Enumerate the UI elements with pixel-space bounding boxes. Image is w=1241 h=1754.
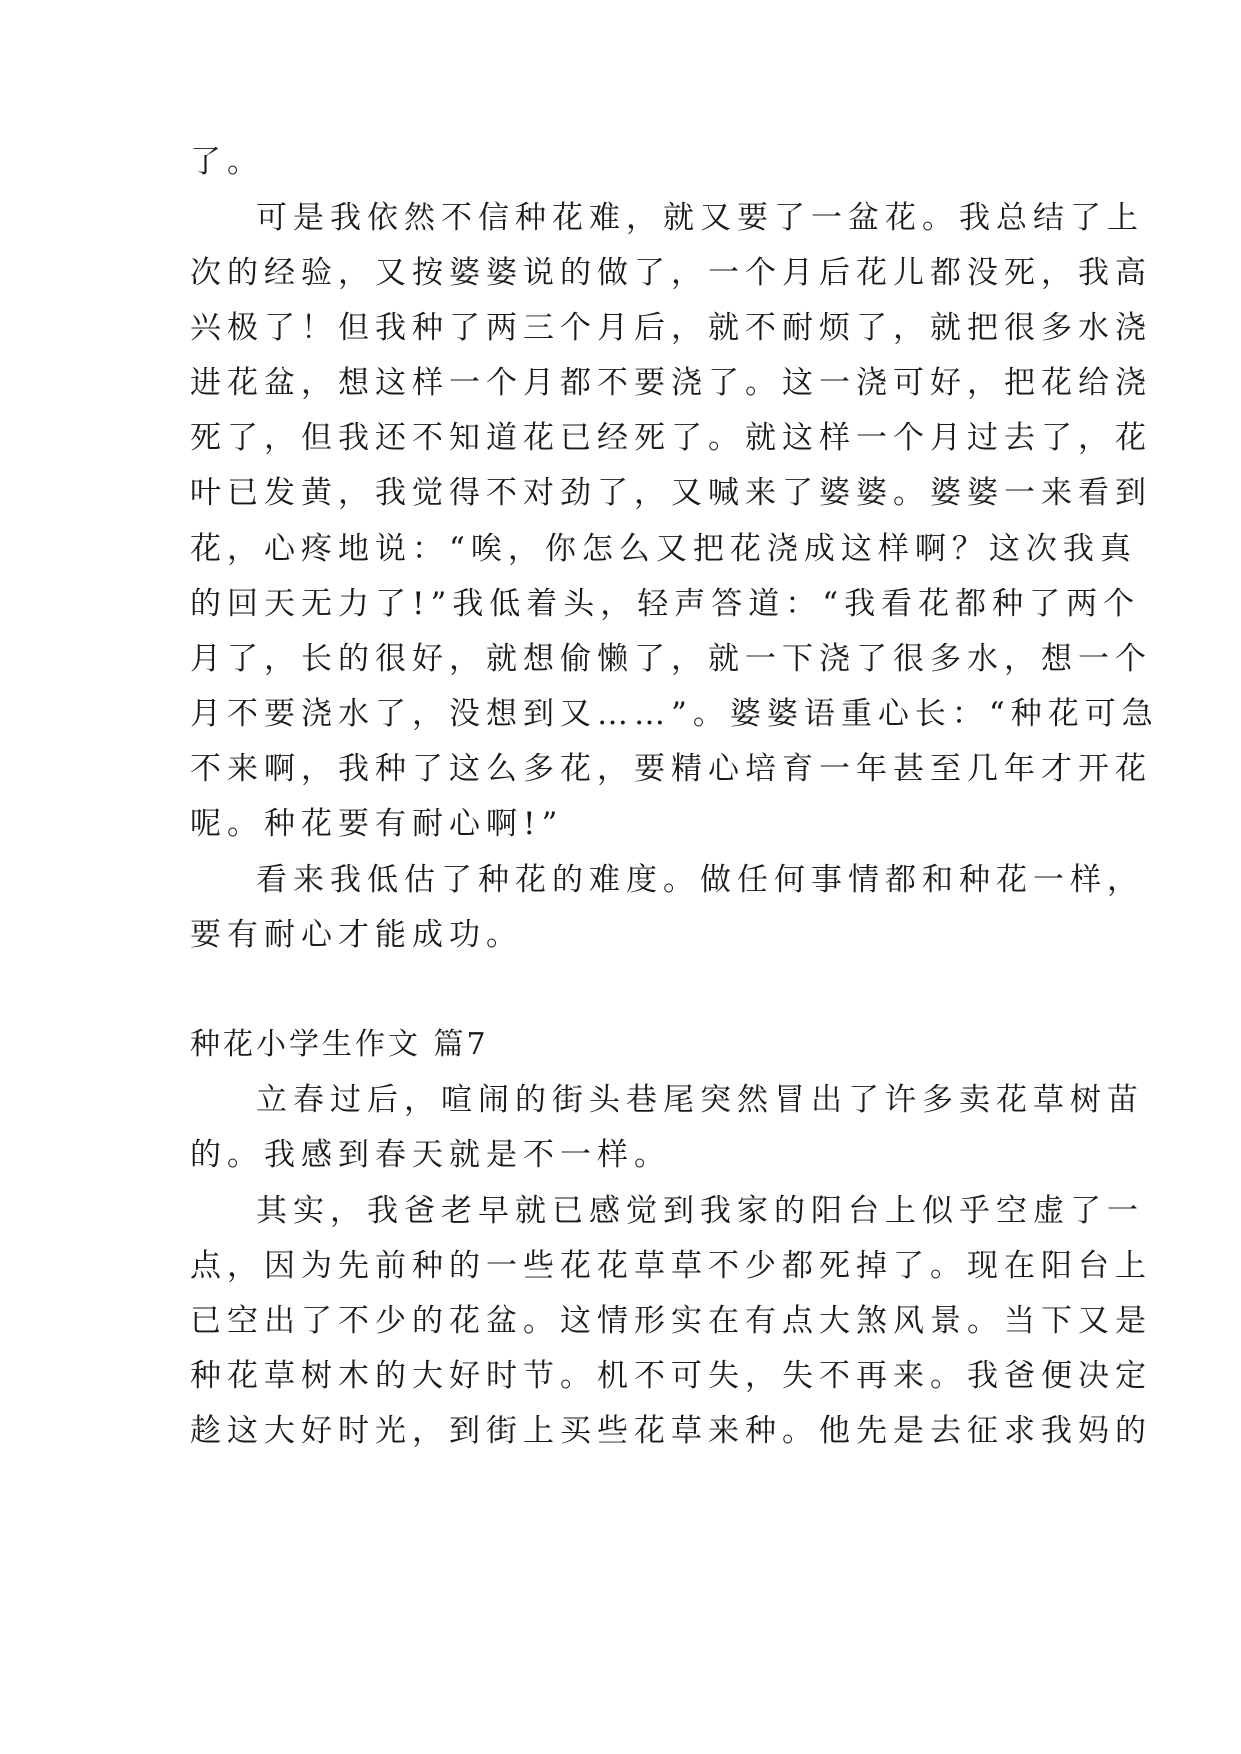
text-line: 不来啊，我种了这么多花，要精心培育一年甚至几年才开花 <box>190 751 1152 787</box>
text-line: 其实，我爸老早就已感觉到我家的阳台上似乎空虚了一 <box>256 1193 1144 1229</box>
text-line: 兴极了！但我种了两三个月后，就不耐烦了，就把很多水浇 <box>190 310 1152 346</box>
text-line: 了。 <box>190 144 264 180</box>
text-line: 种花草树木的大好时节。机不可失，失不再来。我爸便决定 <box>190 1358 1152 1394</box>
text-line: 叶已发黄，我觉得不对劲了，又喊来了婆婆。婆婆一来看到 <box>190 475 1152 511</box>
section-heading: 种花小学生作文 篇7 <box>190 1027 489 1062</box>
text-line: 看来我低估了种花的难度。做任何事情都和种花一样， <box>256 862 1144 898</box>
text-line: 可是我依然不信种花难，就又要了一盆花。我总结了上 <box>256 200 1144 236</box>
text-line: 呢。种花要有耐心啊!” <box>190 806 564 842</box>
text-line: 月不要浇水了，没想到又……”。婆婆语重心长：“种花可急 <box>190 696 1159 732</box>
text-line: 死了，但我还不知道花已经死了。就这样一个月过去了，花 <box>190 420 1152 456</box>
text-line: 进花盆，想这样一个月都不要浇了。这一浇可好，把花给浇 <box>190 365 1152 401</box>
text-line: 月了，长的很好，就想偷懒了，就一下浇了很多水，想一个 <box>190 641 1152 677</box>
text-line: 趁这大好时光，到街上买些花草来种。他先是去征求我妈的 <box>190 1413 1152 1449</box>
text-line: 要有耐心才能成功。 <box>190 917 523 953</box>
text-line: 的。我感到春天就是不一样。 <box>190 1137 671 1173</box>
text-line: 花，心疼地说：“唉，你怎么又把花浇成这样啊？这次我真 <box>190 531 1137 567</box>
text-line: 已空出了不少的花盆。这情形实在有点大煞风景。当下又是 <box>190 1303 1152 1339</box>
text-line: 立春过后，喧闹的街头巷尾突然冒出了许多卖花草树苗 <box>256 1082 1144 1118</box>
text-line: 的回天无力了!”我低着头，轻声答道：“我看花都种了两个 <box>190 586 1141 622</box>
text-line: 点，因为先前种的一些花花草草不少都死掉了。现在阳台上 <box>190 1248 1152 1284</box>
text-line: 次的经验，又按婆婆说的做了，一个月后花儿都没死，我高 <box>190 255 1152 291</box>
